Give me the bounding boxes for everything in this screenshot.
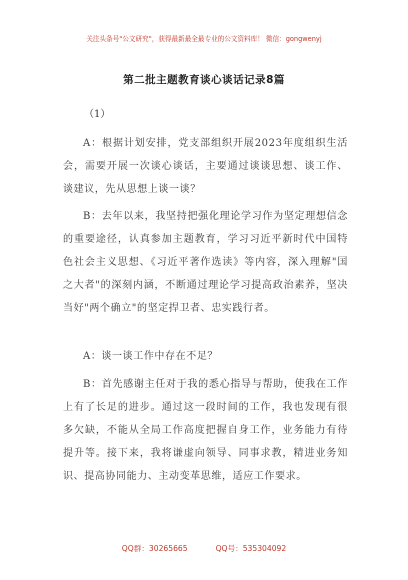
- footer-qq-number: QQ号：535304092: [215, 544, 287, 553]
- section-number: （1）: [84, 109, 111, 120]
- footer-qq-group: QQ群：30265665: [121, 544, 188, 553]
- footer-contact: [0, 543, 408, 554]
- document-title: 第二批主题教育谈心谈话记录8篇: [123, 74, 285, 86]
- paragraph-question-1: A：根据计划安排，党支部组织开展2023年度组织生活会，需要开展一次谈心谈话，主要通过谈谈思想、谈工作、谈建议，先从思想上谈一谈？: [63, 138, 348, 195]
- header-promo-note: 关注头条号"公文研究"，获得最新最全最专业的公文资料库！ 微信：gongwenyj: [86, 35, 322, 43]
- paragraph-question-2: A：谈一谈工作中存在不足？: [83, 351, 219, 362]
- paragraph-answer-1: B：去年以来，我坚持把强化理论学习作为坚定理想信念的重要途径，认真参加主题教育，学习习近平新时代中国特色社会主义思想、《习近平著作选读》等内容，深入理解"国之大者"的深刻内涵，不断通过理论学习提高政治素养，坚决当好"两个确立"的坚定捍卫者、忠实践行者。: [63, 211, 348, 314]
- paragraph-answer-2: B：首先感谢主任对于我的悉心指导与帮助，使我在工作上有了长足的进步。通过这一段时间的工作，我也发现有很多欠缺，不能从全局工作高度把握自身工作，业务能力有待提升等。接下来，我将谦虚向领导、同事求教，精进业务知识、提高协同能力、主动变革思维，适应工作要求。: [63, 379, 348, 482]
